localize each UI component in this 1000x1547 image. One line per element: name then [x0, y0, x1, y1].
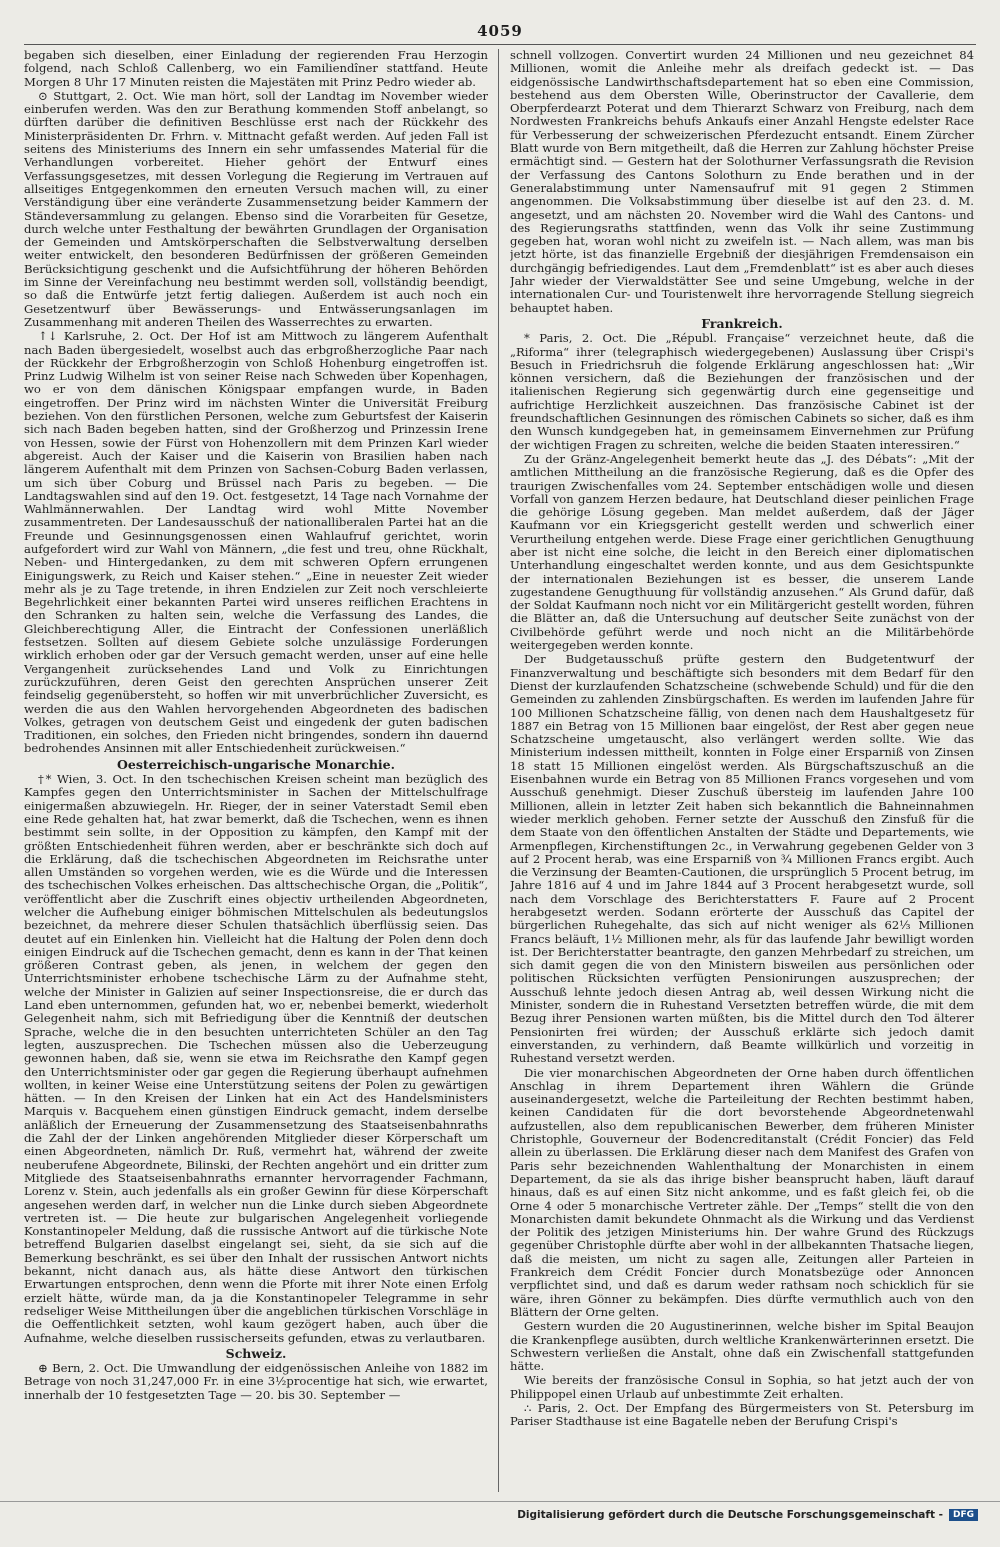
article-budget-committee: Der Budgetausschuß prüfte gestern den Budgetentwurf der Finanzverwaltung und beschäftigte sich besonders mit dem Bedarf für den Dienst der kurzlaufenden Schatzscheine (schwebende Schuld) und für die den Gemeinden zu zahlenden Zinsbürgschaften. Es werden im laufenden Jahre für 100 Millionen Schatzscheine fällig, von denen nach dem Haushaltgesetz für 1887 ein Betrag von 15 Millionen baar eingelöst, der Rest aber gegen neue Schatzscheine umgetauscht, also verlängert werden sollte. Wie das Ministerium indessen mittheilt, konnten in Folge einer Ersparniß von Zinsen 18 statt 15 Millionen eingelöst werden. Als Bürgschaftszuschuß an die Eisenbahnen wurde ein Betrag von 85 Millionen Francs vorgesehen und vom Ausschuß genehmigt. Dieser Zuschuß übersteig im laufenden Jahre 100 Millionen, allein in letzter Zeit haben sich bekanntlich die Bahneinnahmen wieder merklich gehoben. Ferner setzte der Ausschuß den Zinsfuß für die dem Staate von den öffentlichen Anstalten der Städte und Departements, wie Armenpflegen, Kirchenstiftungen 2c., in Verwahrung gegebenen Gelder von 3 auf 2 Procent herab, was eine Ersparniß von ¾ Millionen Francs ergibt. Auch die Verzinsung der Beamten-Cautionen, die ursprünglich 5 Procent betrug, im Jahre 1816 auf 4 und im Jahre 1844 auf 3 Procent herabgesetzt wurde, soll nach dem Vorschlage des Berichterstatters F. Faure auf 2 Procent herabgesetzt werden. Sodann erörterte der Ausschuß das Capitel der bürgerlichen Ruhegehalte, das sich auf nicht weniger als 62⅓ Millionen Francs beläuft, 1½ Millionen mehr, als für das laufende Jahr bewilligt worden ist. Der Berichterstatter beantragte, den ganzen Mehrbedarf zu streichen, um sich damit gegen die von den Ministern bisweilen aus persönlichen oder politischen Rücksichten verfügten Pensionirungen auszusprechen; der Ausschuß lehnte jedoch diesen Antrag ab, weil dessen Wirkung nicht die Minister, sondern die in Ruhestand Versetzten betreffen würde, die mit dem Bezug ihrer Pensionen warten müßten, bis die Mittel durch den Tod älterer Pensionirten frei würden; der Ausschuß erklärte sich jedoch damit einverstanden, zu verhindern, daß Beamte willkürlich und vorzeitig in Ruhestand versetzt werden.: [510, 652, 974, 1066]
section-heading-switzerland: Schweiz.: [225, 1345, 287, 1361]
article-paragraph: begaben sich dieselben, einer Einladung der regierenden Frau Herzogin folgend, nach Schloß Callenberg, wo ein Familiendîner stattfand. Heute Morgen 8 Uhr 17 Minuten reisten die Majestäten mit Prinz Pedro wieder ab.: [24, 49, 488, 89]
article-consul: Wie bereits der französische Consul in Sophia, so hat jetzt auch der von Philippopel einen Urlaub auf unbestimmte Zeit erhalten.: [510, 1373, 974, 1401]
article-karlsruhe: ↑↓ Karlsruhe, 2. Oct. Der Hof ist am Mittwoch zu längerem Aufenthalt nach Baden übergesiedelt, woselbst auch das erbgroßherzogliche Paar nach der Rückkehr der Erbgroßherzogin von Schloß Hohenburg eingetroffen ist. Prinz Ludwig Wilhelm ist von seiner Reise nach Schweden über Kopenhagen, wo er von dem dänischen Königspaar empfangen wurde, in Baden eingetroffen. Der Prinz wird im nächsten Winter die Universität Freiburg beziehen. Von den fürstlichen Personen, welche zum Geburtsfest der Kaiserin sich nach Baden begeben hatten, sind der Großherzog und Prinzessin Irene von Hessen, sowie der Fürst von Hohenzollern mit dem Prinzen Karl wieder abgereist. Auch der Kaiser und die Kaiserin von Brasilien haben nach längerem Aufenthalt mit dem Prinzen von Sachsen-Coburg Baden verlassen, um sich über Coburg und Brüssel nach Paris zu begeben. — Die Landtagswahlen sind auf den 19. Oct. festgesetzt, 14 Tage nach Vornahme der Wahlmännerwahlen. Der Landtag wird wohl Mitte November zusammentreten. Der Landesausschuß der nationalliberalen Partei hat an die Freunde und Gesinnungsgenossen einen Wahlaufruf gerichtet, worin aufgefordert wird zur Wahl von Männern, „die fest und treu, ohne Rückhalt, Neben- und Hintergedanken, zu dem mit schweren Opfern errungenen Einigungswerk, zu Reich und Kaiser stehen.“ „Eine in neuester Zeit wieder mehr als je zu Tage tretende, in ihren Endzielen zur Zeit noch verschleierte Begehrlichkeit einer bekannten Partei wird unseres reiflichen Erachtens in den Schranken zu halten sein, welche die Verfassung des Landes, die Gleichberechtigung Aller, die Eintracht der Confessionen unerläßlich festsetzen. Sollten auf diesem Gebiete solche unzulässige Forderungen wirklich erhoben oder gar der Versuch gemacht werden, unser auf eine helle Vergangenheit zurücksehendes Land und Volk zu Einrichtungen zurückzuführen, deren Geist den gerechten Ansprüchen unserer Zeit feindselig gegenübersteht, so hoffen wir mit unverbrüchlicher Zuversicht, es werden die aus den Wahlen hervorgehenden Abgeordneten des badischen Volkes, getragen von deutschem Geist und eingedenk der guten badischen Traditionen, ein solches, den Frieden nicht bringendes, sondern ihn dauernd bedrohendes Ansinnen mit aller Entschiedenheit zurückweisen.“: [24, 329, 488, 756]
column-divider: [498, 49, 499, 1492]
right-column: [510, 49, 974, 1493]
article-orne-deputies: Die vier monarchischen Abgeordneten der Orne haben durch öffentlichen Anschlag in ihrem Departement ihren Wählern die Gründe auseinandergesetzt, welche die Parteileitung der Rechten bestimmt haben, keinen Candidaten für die dort bevorstehende Abgeordnetenwahl aufzustellen, also dem republicanischen Bewerber, dem früheren Minister Christophle, Gouverneur der Bodencreditanstalt (Crédit Foncier) das Feld allein zu überlassen. Die Erklärung dieser nach dem Manifest des Grafen von Paris sehr bezeichnenden Wahlenthaltung der Monarchisten in einem Departement, da sie als das ihrige bisher beansprucht haben, läuft darauf hinaus, daß es auf einen Sitz nicht ankomme, und es faßt gleich fei, ob die Orne 4 oder 5 monarchische Vertreter zähle. Der „Temps“ stellt die von den Monarchisten damit bekundete Ohnmacht als die Wirkung und das Verdienst der Politik des jetzigen Ministeriums hin. Der wahre Grund des Rückzugs gegenüber Christophle dürfte aber wohl in der allbekannten Thatsache liegen, daß die meisten, um nicht zu sagen alle, Zeitungen aller Parteien in Frankreich dem Crédit Foncier durch Monatsbezüge oder Annoncen verpflichtet sind, und daß es darum weder rathsam noch schicklich für sie wäre, ihren Gönner zu bekämpfen. Dies dürfte vermuthlich auch von den Blättern der Orne gelten.: [510, 1065, 974, 1319]
article-paris-mayor: ∴ Paris, 2. Oct. Der Empfang des Bürgermeisters von St. Petersburg im Pariser Stadthause ist eine Bagatelle neben der Berufung Crispi's: [510, 1400, 974, 1429]
left-column: [24, 49, 488, 1493]
article-border-affair: Zu der Gränz-Angelegenheit bemerkt heute das „J. des Débats“: „Mit der amtlichen Mittheilung an die französische Regierung, daß es die Opfer des traurigen Zwischenfalles vom 24. September entschädigen wolle und diesen Vorfall von ganzem Herzen bedaure, hat Deutschland dieser peinlichen Frage die gehörige Lösung gegeben. Man meldet außerdem, daß der Jäger Kaufmann vor ein Kriegsgericht gestellt werden und schwerlich einer Verurtheilung entgehen werde. Diese Frage einer gerichtlichen Genugthuung aber ist nicht eine solche, die leicht in den Bereich einer diplomatischen Unterhandlung eingeschaltet werden konnte, und aus dem Gesichtspunkte der internationalen Beziehungen ist es besser, die unserem Lande zugestandene Genugthuung für vollständig anzusehen.“ Als Grund dafür, daß der Soldat Kaufmann noch nicht vor ein Militärgericht gestellt worden, führen die Blätter an, daß die Untersuchung auf deutscher Seite zunächst von der Civilbehörde geführt werde und noch nicht an die Militärbehörde weitergegeben werden konnte.: [510, 451, 974, 653]
article-stuttgart: ⊙ Stuttgart, 2. Oct. Wie man hört, soll der Landtag im November wieder einberufen werden. Was den zur Berathung kommenden Stoff anbelangt, so dürften darüber die definitiven Beschlüsse erst nach der Rückkehr des Ministerpräsidenten Dr. Frhrn. v. Mittnacht gefaßt werden. Auf jeden Fall ist seitens des Ministeriums des Innern ein sehr umfassendes Material für die Verhandlungen vorbereitet. Hieher gehört der Entwurf eines Verfassungsgesetzes, mit dessen Vorlegung die Regierung im Vertrauen auf allseitiges Entgegenkommen den erneuten Versuch machen will, zu einer Verständigung über eine veränderte Zusammensetzung beider Kammern der Ständeversammlung zu gelangen. Ebenso sind die Vorarbeiten für Gesetze, durch welche unter Festhaltung der bewährten Grundlagen der Organisation der Gemeinden und Amtskörperschaften die Selbstverwaltung derselben weiter entwickelt, den besonderen Bedürfnissen der größeren Gemeinden Berücksichtigung geschenkt und die Aufsichtführung der höheren Behörden im Sinne der Vereinfachung neu bestimmt werden soll, vollständig beendigt, so daß die Entwürfe jetzt fertig daliegen. Außerdem ist auch noch ein Gesetzentwurf über Bewässerungs- und Entwässerungsanlagen im Zusammenhang mit anderen Theilen des Wasserrechtes zu erwarten.: [24, 88, 488, 329]
article-bern-continued: schnell vollzogen. Convertirt wurden 24 Millionen und neu gezeichnet 84 Millionen, womit die Anleihe mehr als dreifach gedeckt ist. — Das eidgenössische Landwirthschaftsdepartement hat so eben eine Commission, bestehend aus dem Obersten Wille, Oberinstructor der Cavallerie, dem Oberpferdearzt Poterat und dem Thierarzt Schwarz von Freiburg, nach dem Nordwesten Frankreichs behufs Ankaufs einer Anzahl Hengste edelster Race für Verbesserung der schweizerischen Pferdezucht entsandt. Einem Zürcher Blatt wurde von Bern mitgetheilt, daß die Herren zur Zahlung höchster Preise ermächtigt sind. — Gestern hat der Solothurner Verfassungsrath die Revision der Verfassung des Cantons Solothurn zu Ende berathen und in der Generalabstimmung unter Namensaufruf mit 91 gegen 2 Stimmen angenommen. Die Volksabstimmung über dieselbe ist auf den 23. d. M. angesetzt, und am nächsten 20. November wird die Wahl des Cantons- und des Regierungsraths stattfinden, wenn das Volk ihr seine Zustimmung gegeben hat, woran wohl nicht zu zweifeln ist. — Nach allem, was man bis jetzt hörte, ist das finanzielle Ergebniß der diesjährigen Fremdensaison ein durchgängig befriedigendes. Laut dem „Fremdenblatt“ ist es aber auch dieses Jahr wieder der Vierwaldstätter See und seine Umgebung, welche in der internationalen Cur- und Touristenwelt ihre hervorragende Stellung siegreich behauptet haben.: [510, 49, 974, 315]
section-heading-france: Frankreich.: [701, 315, 783, 331]
article-wien: †* Wien, 3. Oct. In den tschechischen Kreisen scheint man bezüglich des Kampfes gegen den Unterrichtsminister in Sachen der Mittelschulfrage einigermaßen abzuwiegeln. Hr. Rieger, der in seiner Vaterstadt Semil eben eine Rede gehalten hat, hat zwar bemerkt, daß die Tschechen, wenn es ihnen bestimmt sein sollte, in der Opposition zu kämpfen, den Kampf mit der größten Entschiedenheit führen werden, aber er beschränkte sich doch auf die Erklärung, daß die tschechischen Abgeordneten im Reichsrathe unter allen Umständen so vorgehen werden, wie es die Würde und die Interessen des tschechischen Volkes erheischen. Das alttschechische Organ, die „Politik“, veröffentlicht aber die Zuschrift eines objectiv urtheilenden Abgeordneten, welcher die Aufhebung einiger böhmischen Mittelschulen als bedeutungslos bezeichnet, da mehrere dieser Schulen thatsächlich überflüssig seien. Das deutet auf ein Einlenken hin. Vielleicht hat die Haltung der Polen denn doch einigen Eindruck auf die Tschechen gemacht, denn es kann in der That keinen größeren Contrast geben, als jenen, in welchem der gegen den Unterrichtsminister erhobene tschechische Lärm zu der Aufnahme steht, welche der Minister in Galizien auf seiner Inspectionsreise, die er durch das Land eben unternommen, gefunden hat, wo er, nebenbei bemerkt, wiederholt Gelegenheit nahm, sich mit Befriedigung über die Kenntniß der deutschen Sprache, welche die in den besuchten unterrichteten Schüler an den Tag legten, auszusprechen. Die Tschechen müssen also die Ueberzeugung gewonnen haben, daß sie, wenn sie etwa im Reichsrathe den Kampf gegen den Unterrichtsminister oder gar gegen die Regierung überhaupt aufnehmen wollten, in keiner Weise eine Unterstützung seitens der Polen zu gewärtigen hätten. — In den Kreisen der Linken hat ein Act des Handelsministers Marquis v. Bacquehem einen günstigen Eindruck gemacht, indem derselbe anläßlich der Erneuerung der Zusammensetzung des Staatseisenbahnraths die Zahl der der Linken angehörenden Mitglieder dieser Körperschaft um einen Abgeordneten, nämlich Dr. Ruß, vermehrt hat, während der zweite neuberufene Abgeordnete, Bilinski, der Rechten angehört und ein dritter zum Mitgliede des Staatseisenbahnraths ernannter hervorragender Fachmann, Lorenz v. Stein, auch jedenfalls als ein großer Gewinn für diese Körperschaft angesehen werden darf, in welcher nun die Linke durch sieben Abgeordnete vertreten ist. — Die heute zur bulgarischen Angelegenheit vorliegende Konstantinopeler Meldung, daß die russische Antwort auf die türkische Note betreffend Bulgarien daselbst eingelangt sei, sieht, da sie sich auf die Bemerkung beschränkt, es sei über den Inhalt der russischen Antwort nichts bekannt, nicht danach aus, als hätte diese Antwort den türkischen Erwartungen entsprochen, denn wenn die Pforte mit ihrer Note einen Erfolg erzielt hätte, würde man, da ja die Konstantinopeler Telegramme in sehr redseliger Weise Mittheilungen über die angeblichen türkischen Vorschläge in die Oeffentlichkeit setzten, wohl kaum gezögert haben, auch über die Aufnahme, welche dieselben russischerseits gefunden, etwas zu verlautbaren.: [24, 772, 488, 1345]
digitization-footer: [517, 1509, 978, 1521]
page-number: 4059: [477, 22, 523, 40]
footer-rule: [0, 1501, 1000, 1502]
article-bern: ⊕ Bern, 2. Oct. Die Umwandlung der eidgenössischen Anleihe von 1882 im Betrage von noch 31,247,000 Fr. in eine 3½procentige hat sich, wie erwartet, innerhalb der 10 festgesetzten Tage — 20. bis 30. September —: [24, 1361, 488, 1402]
dfg-logo-icon: DFG: [949, 1509, 978, 1521]
article-paris-riforma: * Paris, 2. Oct. Die „Républ. Française“ verzeichnet heute, daß die „Riforma“ ihrer (telegraphisch wiedergegebenen) Auslassung über Crispi's Besuch in Friedrichsruh die folgende Erklärung angeschlossen hat: „Wir können versichern, daß die Beziehungen der französischen und der italienischen Regierung sich gegenwärtig durch eine gegenseitige und aufrichtige Herzlichkeit auszeichnen. Das französische Cabinet ist der freundschaftlichen Gesinnungen des römischen Cabinets so sicher, daß es ihm den Wunsch kundgegeben hat, in gemeinsamem Einvernehmen zur Prüfung der wichtigen Fragen zu schreiten, welche die beiden Staaten interessiren.“: [510, 331, 974, 452]
footer-text: Digitalisierung gefördert durch die Deutsche Forschungsgemeinschaft -: [517, 1509, 943, 1521]
header-rule: [24, 44, 976, 45]
article-augustinians: Gestern wurden die 20 Augustinerinnen, welche bisher im Spital Beaujon die Krankenpflege ausübten, durch weltliche Krankenwärterinnen ersetzt. Die Schwestern verließen die Anstalt, ohne daß ein Zwischenfall stattgefunden hätte.: [510, 1319, 974, 1374]
section-heading-austria: Oesterreichisch-ungarische Monarchie.: [117, 756, 395, 772]
